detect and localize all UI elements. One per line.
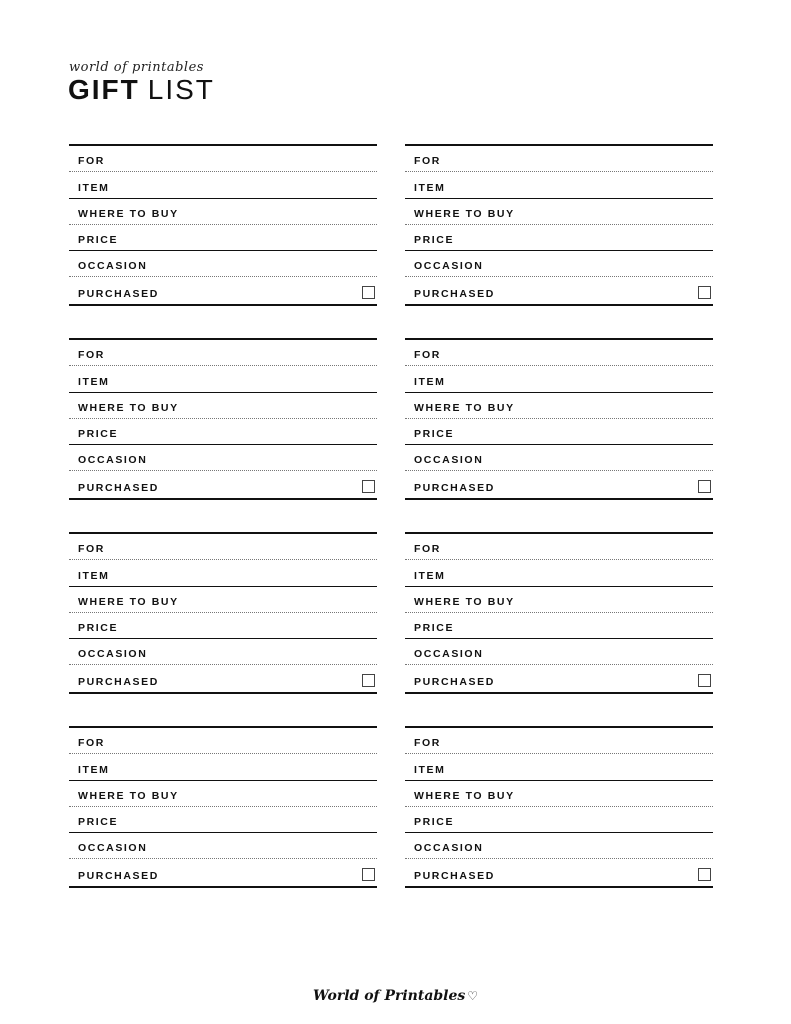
field-row-price[interactable] bbox=[405, 225, 713, 251]
field-row-where-to-buy[interactable] bbox=[69, 199, 377, 225]
field-row-price[interactable] bbox=[69, 807, 377, 833]
gift-card bbox=[405, 532, 713, 694]
footer-logo bbox=[0, 988, 791, 1004]
field-label-purchased: PURCHASED bbox=[414, 869, 495, 882]
gift-card bbox=[405, 726, 713, 888]
field-label-where-to-buy: WHERE TO BUY bbox=[78, 207, 179, 220]
purchased-checkbox[interactable] bbox=[698, 868, 711, 881]
field-row-where-to-buy[interactable] bbox=[69, 781, 377, 807]
field-row-occasion[interactable] bbox=[69, 445, 377, 471]
field-row-for[interactable] bbox=[405, 146, 713, 172]
field-row-purchased bbox=[69, 471, 377, 497]
field-row-item[interactable] bbox=[69, 172, 377, 198]
field-label-purchased: PURCHASED bbox=[78, 287, 159, 300]
purchased-checkbox[interactable] bbox=[362, 286, 375, 299]
field-label-purchased: PURCHASED bbox=[414, 481, 495, 494]
title-gift: GIFT bbox=[68, 74, 140, 105]
field-label-price: PRICE bbox=[414, 816, 455, 829]
field-row-purchased bbox=[69, 665, 377, 691]
field-label-occasion: OCCASION bbox=[78, 454, 148, 467]
gift-card bbox=[69, 144, 377, 306]
field-row-price[interactable] bbox=[405, 419, 713, 445]
field-label-where-to-buy: WHERE TO BUY bbox=[414, 207, 515, 220]
field-row-for[interactable] bbox=[69, 534, 377, 560]
field-label-price: PRICE bbox=[78, 428, 119, 441]
field-label-item: ITEM bbox=[78, 569, 110, 582]
field-row-where-to-buy[interactable] bbox=[69, 587, 377, 613]
field-row-occasion[interactable] bbox=[69, 833, 377, 859]
gift-card bbox=[69, 532, 377, 694]
gift-card bbox=[69, 338, 377, 500]
field-row-where-to-buy[interactable] bbox=[405, 393, 713, 419]
gift-card bbox=[405, 338, 713, 500]
field-row-occasion[interactable] bbox=[405, 833, 713, 859]
field-label-occasion: OCCASION bbox=[414, 454, 484, 467]
field-label-purchased: PURCHASED bbox=[78, 481, 159, 494]
field-label-where-to-buy: WHERE TO BUY bbox=[78, 789, 179, 802]
field-row-where-to-buy[interactable] bbox=[69, 393, 377, 419]
field-label-price: PRICE bbox=[78, 622, 119, 635]
field-row-purchased bbox=[405, 277, 713, 303]
page-title bbox=[68, 76, 215, 104]
field-label-price: PRICE bbox=[414, 428, 455, 441]
field-label-for: FOR bbox=[414, 737, 441, 750]
field-label-item: ITEM bbox=[78, 763, 110, 776]
field-row-for[interactable] bbox=[405, 534, 713, 560]
field-label-for: FOR bbox=[78, 349, 105, 362]
heart-icon: ♡ bbox=[467, 989, 479, 1003]
purchased-checkbox[interactable] bbox=[698, 674, 711, 687]
field-label-where-to-buy: WHERE TO BUY bbox=[78, 401, 179, 414]
footer-logo-text: World of Printables bbox=[312, 988, 466, 1004]
purchased-checkbox[interactable] bbox=[362, 480, 375, 493]
field-row-for[interactable] bbox=[69, 340, 377, 366]
purchased-checkbox[interactable] bbox=[698, 480, 711, 493]
field-row-price[interactable] bbox=[405, 807, 713, 833]
field-label-where-to-buy: WHERE TO BUY bbox=[414, 789, 515, 802]
purchased-checkbox[interactable] bbox=[698, 286, 711, 299]
field-row-occasion[interactable] bbox=[69, 251, 377, 277]
field-label-occasion: OCCASION bbox=[78, 842, 148, 855]
field-row-occasion[interactable] bbox=[405, 639, 713, 665]
field-row-purchased bbox=[405, 471, 713, 497]
field-label-purchased: PURCHASED bbox=[414, 287, 495, 300]
field-label-item: ITEM bbox=[414, 569, 446, 582]
field-label-where-to-buy: WHERE TO BUY bbox=[414, 401, 515, 414]
field-row-purchased bbox=[405, 859, 713, 885]
field-row-where-to-buy[interactable] bbox=[405, 199, 713, 225]
field-row-item[interactable] bbox=[69, 560, 377, 586]
field-row-price[interactable] bbox=[69, 225, 377, 251]
field-label-purchased: PURCHASED bbox=[414, 675, 495, 688]
field-row-item[interactable] bbox=[405, 560, 713, 586]
purchased-checkbox[interactable] bbox=[362, 868, 375, 881]
field-label-occasion: OCCASION bbox=[78, 260, 148, 273]
field-label-for: FOR bbox=[78, 155, 105, 168]
field-label-price: PRICE bbox=[414, 622, 455, 635]
brand-script-logo: world of printables bbox=[69, 60, 204, 75]
field-row-for[interactable] bbox=[405, 728, 713, 754]
field-row-item[interactable] bbox=[405, 172, 713, 198]
field-row-price[interactable] bbox=[69, 613, 377, 639]
field-label-for: FOR bbox=[414, 155, 441, 168]
field-label-item: ITEM bbox=[414, 763, 446, 776]
field-label-purchased: PURCHASED bbox=[78, 869, 159, 882]
field-label-item: ITEM bbox=[78, 181, 110, 194]
field-row-occasion[interactable] bbox=[69, 639, 377, 665]
field-row-purchased bbox=[69, 277, 377, 303]
field-label-occasion: OCCASION bbox=[78, 648, 148, 661]
field-row-item[interactable] bbox=[405, 754, 713, 780]
field-label-for: FOR bbox=[78, 737, 105, 750]
field-label-purchased: PURCHASED bbox=[78, 675, 159, 688]
field-label-item: ITEM bbox=[78, 375, 110, 388]
field-label-for: FOR bbox=[414, 349, 441, 362]
field-row-item[interactable] bbox=[405, 366, 713, 392]
field-label-occasion: OCCASION bbox=[414, 648, 484, 661]
field-row-for[interactable] bbox=[69, 146, 377, 172]
field-row-occasion[interactable] bbox=[405, 251, 713, 277]
gift-card bbox=[69, 726, 377, 888]
field-row-where-to-buy[interactable] bbox=[405, 587, 713, 613]
field-row-purchased bbox=[69, 859, 377, 885]
field-row-purchased bbox=[405, 665, 713, 691]
gift-card bbox=[405, 144, 713, 306]
field-label-occasion: OCCASION bbox=[414, 260, 484, 273]
field-row-for[interactable] bbox=[405, 340, 713, 366]
field-row-price[interactable] bbox=[69, 419, 377, 445]
field-row-price[interactable] bbox=[405, 613, 713, 639]
field-label-price: PRICE bbox=[414, 234, 455, 247]
field-label-item: ITEM bbox=[414, 375, 446, 388]
field-row-item[interactable] bbox=[69, 366, 377, 392]
field-row-where-to-buy[interactable] bbox=[405, 781, 713, 807]
field-label-for: FOR bbox=[414, 543, 441, 556]
purchased-checkbox[interactable] bbox=[362, 674, 375, 687]
field-label-for: FOR bbox=[78, 543, 105, 556]
field-row-for[interactable] bbox=[69, 728, 377, 754]
field-label-where-to-buy: WHERE TO BUY bbox=[414, 595, 515, 608]
field-label-price: PRICE bbox=[78, 816, 119, 829]
field-label-price: PRICE bbox=[78, 234, 119, 247]
field-label-where-to-buy: WHERE TO BUY bbox=[78, 595, 179, 608]
field-label-occasion: OCCASION bbox=[414, 842, 484, 855]
field-label-item: ITEM bbox=[414, 181, 446, 194]
field-row-occasion[interactable] bbox=[405, 445, 713, 471]
title-list: LIST bbox=[147, 74, 215, 105]
field-row-item[interactable] bbox=[69, 754, 377, 780]
